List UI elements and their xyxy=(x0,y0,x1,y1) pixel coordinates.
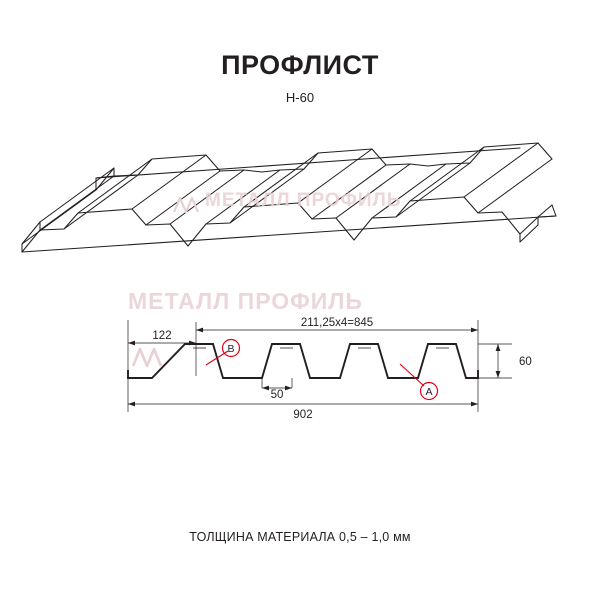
dim-rib-top-label: 50 xyxy=(270,389,284,401)
material-thickness-note: ТОЛЩИНА МАТЕРИАЛА 0,5 – 1,0 мм xyxy=(189,530,411,544)
dim-height-label: 60 xyxy=(519,356,532,368)
isometric-profile-svg xyxy=(0,120,600,280)
isometric-profile-illustration xyxy=(0,120,600,280)
cross-section-drawing xyxy=(0,300,600,440)
dim-total-width-label: 902 xyxy=(293,409,313,421)
cross-section-svg xyxy=(0,300,600,440)
callout-a xyxy=(400,364,438,400)
page-subtitle: Н-60 xyxy=(285,90,315,105)
watermark-text-bottom: МЕТАЛЛ ПРОФИЛЬ xyxy=(128,288,363,314)
callout-b-label: B xyxy=(227,343,235,355)
dim-overlap-label: 122 xyxy=(152,330,172,342)
watermark-text-top: МЕТАЛЛ ПРОФИЛЬ xyxy=(205,190,402,211)
page-title: ПРОФЛИСТ xyxy=(221,50,379,80)
dim-rib-pitch-label: 211,25х4=845 xyxy=(300,317,374,329)
callout-a-label: A xyxy=(425,386,433,398)
